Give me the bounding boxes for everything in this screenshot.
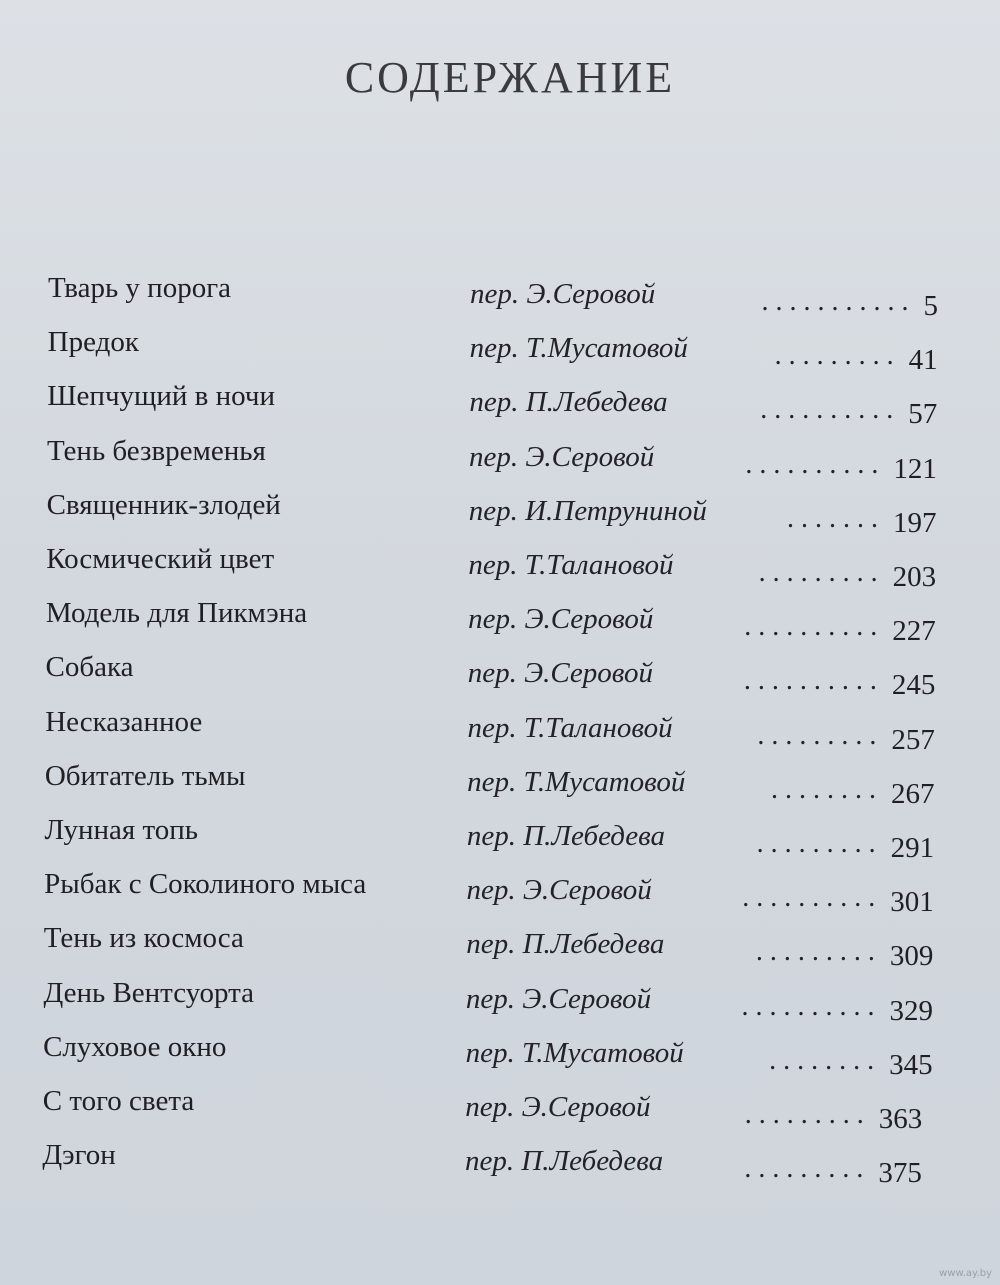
entry-title: Тень из космоса xyxy=(43,922,244,955)
entry-page-number: 267 xyxy=(891,777,935,810)
entry-translator: пер. П.Лебедева xyxy=(466,820,666,852)
entry-translator: пер. И.Петруниной xyxy=(468,494,707,527)
entry-page-number: 257 xyxy=(891,723,935,756)
entry-translator: пер. Т.Мусатовой xyxy=(465,1036,684,1069)
entry-page-number: 121 xyxy=(893,452,937,485)
entry-page-number: 5 xyxy=(923,290,938,322)
dot-leader: ........ xyxy=(771,773,884,805)
entry-title: Модель для Пикмэна xyxy=(45,597,308,630)
dot-leader: .......... xyxy=(745,448,886,480)
dot-leader: ....... xyxy=(786,502,885,534)
entry-translator: пер. Э.Серовой xyxy=(466,874,652,907)
dot-leader: ......... xyxy=(744,1099,871,1130)
entry-page-number: 329 xyxy=(889,994,933,1027)
entry-translator: пер. Э.Серовой xyxy=(465,1091,651,1123)
dot-leader: .......... xyxy=(741,990,882,1022)
entry-title: Дэгон xyxy=(42,1139,116,1172)
entry-translator: пер. Э.Серовой xyxy=(467,657,654,690)
entry-page-number: 309 xyxy=(889,940,934,973)
page-title-text: СОДЕРЖАНИЕ xyxy=(344,53,676,102)
toc-entry xyxy=(0,543,1000,593)
entry-translator: пер. Э.Серовой xyxy=(465,982,652,1015)
dot-leader: ......... xyxy=(744,1153,871,1185)
entry-title: С того света xyxy=(42,1085,195,1117)
entry-page-number: 345 xyxy=(889,1048,933,1081)
entry-translator: пер. Т.Мусатовой xyxy=(467,765,686,798)
entry-page-number: 197 xyxy=(892,506,937,539)
dot-leader: .......... xyxy=(743,665,884,697)
dot-leader: ......... xyxy=(774,340,901,372)
entry-title: Тварь у порога xyxy=(48,272,231,304)
entry-title: Космический цвет xyxy=(46,543,275,575)
dot-leader: ......... xyxy=(755,936,882,968)
entry-page-number: 375 xyxy=(878,1157,922,1190)
dot-leader: .......... xyxy=(760,394,901,426)
entry-page-number: 363 xyxy=(878,1103,923,1135)
toc-entry xyxy=(0,1085,1000,1135)
toc-entry xyxy=(0,976,1000,1027)
toc-entry xyxy=(0,651,1000,702)
entry-page-number: 41 xyxy=(908,344,938,377)
entry-page-number: 203 xyxy=(892,561,937,593)
dot-leader: .......... xyxy=(744,611,885,643)
entry-translator: пер. П.Лебедева xyxy=(464,1145,664,1178)
entry-translator: пер. Э.Серовой xyxy=(470,278,656,310)
toc-entry xyxy=(0,380,1000,431)
toc-entry xyxy=(0,922,1000,973)
entry-title: День Вентсуорта xyxy=(43,976,254,1009)
toc-entry xyxy=(0,705,1000,756)
entry-translator: пер. Э.Серовой xyxy=(468,603,654,636)
entry-page-number: 57 xyxy=(908,398,938,431)
dot-leader: .......... xyxy=(742,882,883,914)
toc-entry xyxy=(0,272,1000,322)
entry-page-number: 291 xyxy=(890,832,935,864)
toc-entry xyxy=(0,434,1000,485)
entry-title: Обитатель тьмы xyxy=(44,759,246,792)
entry-title: Слуховое окно xyxy=(43,1030,227,1063)
entry-translator: пер. Э.Серовой xyxy=(469,440,655,473)
toc-entry xyxy=(0,759,1000,810)
entry-translator: пер. Т.Мусатовой xyxy=(469,332,688,365)
toc-entry xyxy=(0,868,1000,919)
toc-entry xyxy=(0,814,1000,864)
entry-title: Священник-злодей xyxy=(46,488,281,521)
toc-entry xyxy=(0,326,1000,377)
entry-translator: пер. П.Лебедева xyxy=(469,386,668,419)
toc-entry xyxy=(0,1030,1000,1081)
entry-title: Рыбак с Соколиного мыса xyxy=(44,868,367,901)
dot-leader: ........... xyxy=(761,286,916,317)
dot-leader: ......... xyxy=(756,828,883,859)
watermark: www.ay.by xyxy=(939,1268,992,1279)
entry-translator: пер. Т.Талановой xyxy=(467,711,673,744)
toc-entry xyxy=(0,597,1000,648)
toc-entry xyxy=(0,1139,1000,1190)
entry-translator: пер. П.Лебедева xyxy=(466,928,665,961)
dot-leader: ......... xyxy=(758,557,885,588)
entry-page-number: 227 xyxy=(892,615,936,648)
toc-entry xyxy=(0,488,1000,539)
entry-title: Шепчущий в ночи xyxy=(47,380,275,413)
entry-translator: пер. Т.Талановой xyxy=(468,549,674,581)
dot-leader: ......... xyxy=(757,719,884,751)
entry-title: Собака xyxy=(45,651,134,684)
dot-leader: ........ xyxy=(769,1044,882,1076)
entry-title: Лунная топь xyxy=(44,814,198,846)
entry-title: Несказанное xyxy=(45,705,203,738)
entry-page-number: 245 xyxy=(891,669,936,702)
entry-title: Тень безвременья xyxy=(46,434,266,467)
entry-page-number: 301 xyxy=(890,886,934,919)
entry-title: Предок xyxy=(47,326,139,359)
